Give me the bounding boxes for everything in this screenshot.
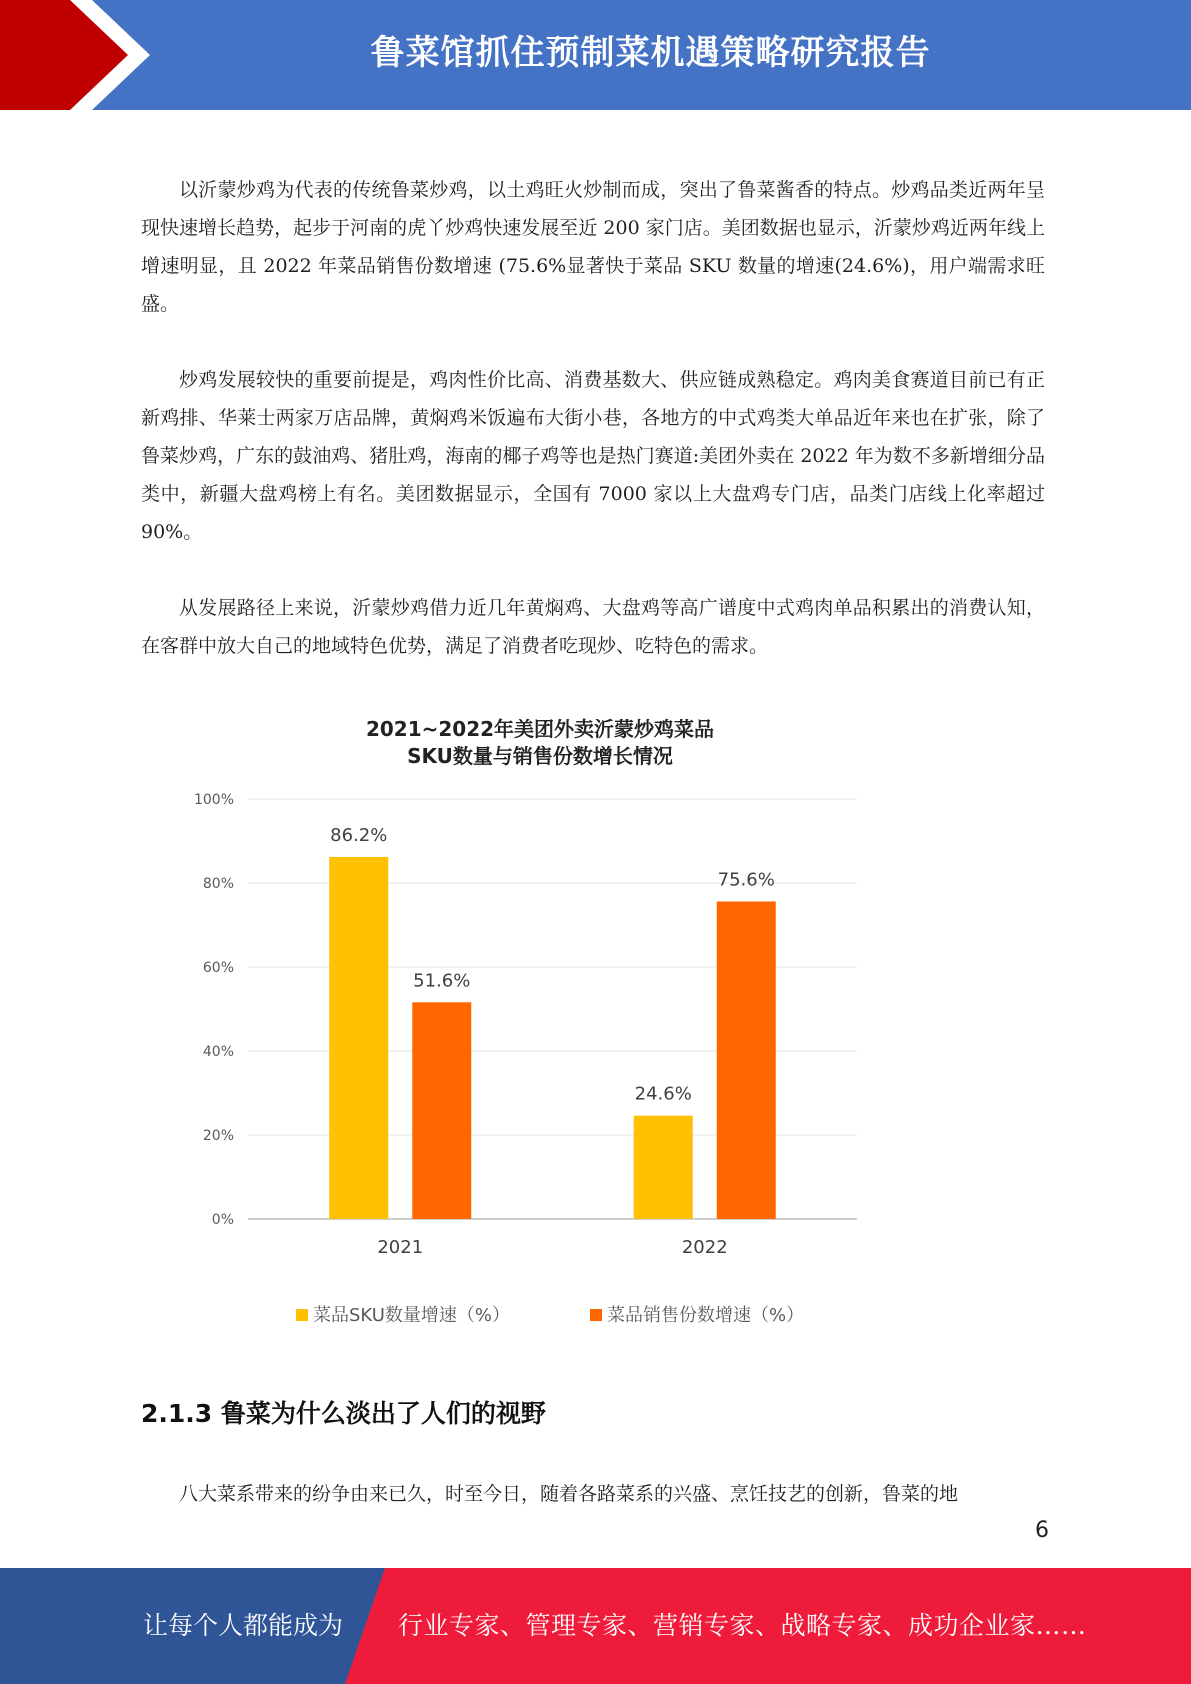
bar-chart	[180, 700, 880, 1350]
paragraph-3: 从发展路径上来说，沂蒙炒鸡借力近几年黄焖鸡、大盘鸡等高广谱度中式鸡肉单品积累出的消费认知，在客群中放大自己的地域特色优势，满足了消费者吃现炒、吃特色的需求。	[141, 597, 1045, 657]
bar-chart-svg	[180, 700, 880, 1350]
y-tick-label: 100%	[193, 792, 234, 808]
y-tick-label: 40%	[202, 1044, 234, 1060]
paragraph-1: 以沂蒙炒鸡为代表的传统鲁菜炒鸡，以土鸡旺火炒制而成，突出了鲁菜酱香的特点。炒鸡品类近两年呈现快速增长趋势，起步于河南的虎丫炒鸡快速发展至近 200 家门店。美团数据也显示，沂蒙炒鸡近两年线上增速明显，且 2022 年菜品销售份数增速 (75.6%显著快于菜品 SKU 数量的增速(24.6%)，用户端需求旺盛。	[141, 179, 1045, 315]
bar-value-label: 86.2%	[330, 824, 388, 846]
legend-label: 菜品销售份数增速（%）	[607, 1305, 805, 1326]
y-tick-label: 0%	[211, 1212, 234, 1228]
report-header	[0, 0, 1191, 110]
bar-value-label: 24.6%	[634, 1083, 692, 1105]
y-tick-label: 20%	[202, 1128, 234, 1144]
header-arrow-decoration	[0, 0, 170, 110]
bar	[634, 1116, 693, 1219]
footer-banner	[0, 1568, 1191, 1684]
y-tick-label: 60%	[202, 960, 234, 976]
section-paragraph: 八大菜系带来的纷争由来已久，时至今日，随着各路菜系的兴盛、烹饪技艺的创新，鲁菜的地	[179, 1483, 959, 1505]
paragraph-2: 炒鸡发展较快的重要前提是，鸡肉性价比高、消费基数大、供应链成熟稳定。鸡肉美食赛道目前已有正新鸡排、华莱士两家万店品牌，黄焖鸡米饭遍布大街小巷，各地方的中式鸡类大单品近年来也在扩张，除了鲁菜炒鸡，广东的鼓油鸡、猪肚鸡，海南的椰子鸡等也是热门赛道:美团外卖在 2022 年为数不多新增细分品类中，新疆大盘鸡榜上有名。美团数据显示，全国有 7000 家以上大盘鸡专门店，品类门店线上化率超过 90%。	[141, 369, 1045, 543]
bar	[329, 857, 388, 1219]
chart-title-line-2: SKU数量与销售份数增长情况	[407, 744, 673, 768]
chart-title-line-1: 2021~2022年美团外卖沂蒙炒鸡菜品	[365, 717, 715, 741]
bar-value-label: 51.6%	[413, 970, 471, 992]
x-tick-label: 2022	[681, 1237, 728, 1258]
bar	[412, 1002, 471, 1219]
bar-value-label: 75.6%	[717, 869, 775, 891]
legend-swatch	[590, 1309, 602, 1321]
x-tick-label: 2021	[377, 1237, 424, 1258]
section-heading: 2.1.3 鲁菜为什么淡出了人们的视野	[141, 1399, 546, 1428]
report-title: 鲁菜馆抓住预制菜机遇策略研究报告	[370, 33, 931, 73]
footer-slogan-right: 行业专家、管理专家、营销专家、战略专家、成功企业家……	[398, 1611, 1087, 1640]
bar	[717, 901, 776, 1219]
y-tick-label: 80%	[202, 876, 234, 892]
legend-swatch	[296, 1309, 308, 1321]
footer-slogan-left: 让每个人都能成为	[143, 1611, 344, 1640]
page-number: 6	[1035, 1518, 1049, 1543]
legend-label: 菜品SKU数量增速（%）	[313, 1305, 511, 1326]
